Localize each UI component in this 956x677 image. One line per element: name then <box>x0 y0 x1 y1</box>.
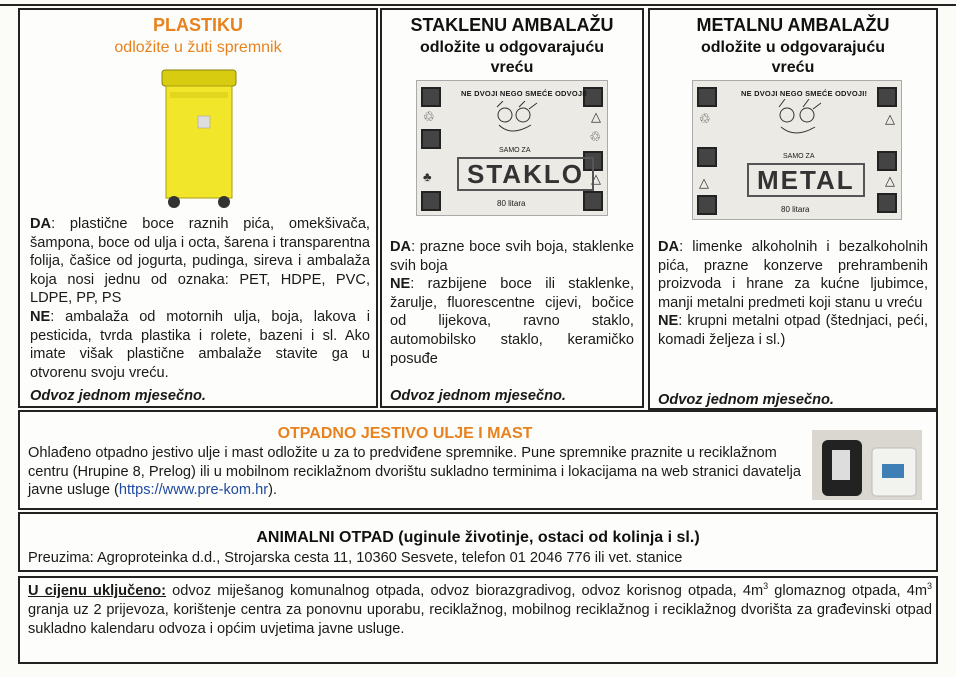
glass-bag-small-text: SAMO ZA <box>499 147 531 154</box>
price-text-b: glomaznog otpada, 4m <box>768 583 927 599</box>
metal-bag-small-text: SAMO ZA <box>783 153 815 160</box>
price-text <box>28 582 932 639</box>
price-text-c: granja uz 2 prijevoza, korištenje centra za ponovnu uporabu, reciklažnog, mobilnog reciklažnog i reciklažnog dvorišta za građevinski otpad sukladno kalendaru odvoza i općim uvjetima javne usluge. <box>28 602 932 637</box>
glass-bag-word: STAKLO <box>457 157 594 191</box>
glass-footer: Odvoz jednom mjesečno. <box>390 388 566 404</box>
glass-da-text: : prazne boce svih boja, staklenke svih boja <box>390 239 634 274</box>
oil-section <box>18 410 938 510</box>
plastic-ne-label: NE <box>30 308 51 325</box>
glass-bag-photo: ♲ ♣ △ ♲ △ NE DVOJI NEGO SMEĆE ODVOJI! SAMO ZA STAKLO 80 litara <box>416 80 608 216</box>
metal-description <box>652 238 934 350</box>
metal-ne-label: NE <box>658 313 679 330</box>
glass-da-label: DA <box>390 239 412 255</box>
price-label: U cijenu uključeno: <box>28 583 167 599</box>
glass-bag-litres: 80 litara <box>497 199 526 208</box>
glass-ne-text: : razbijene boce ili staklenke, žarulje, fluorescentne cijevi, bočice od lijekova, ravno staklo, automobilsko staklo, keramičko posuđe <box>390 276 634 367</box>
glass-description <box>384 238 640 368</box>
metal-ne-text: : krupni metalni otpad (štednjaci, peći, komadi željeza i sl.) <box>658 313 928 348</box>
oil-title: OTPADNO JESTIVO ULJE I MAST <box>277 425 533 442</box>
metal-bag-banner: NE DVOJI NEGO SMEĆE ODVOJI! <box>741 89 868 98</box>
metal-column <box>648 8 938 410</box>
metal-title: METALNU AMBALAŽU <box>696 15 890 35</box>
yellow-bin-photo <box>160 68 238 210</box>
oil-text-end: ). <box>268 482 278 499</box>
metal-bag-word: METAL <box>747 163 865 197</box>
glass-ne-label: NE <box>390 276 411 293</box>
metal-footer: Odvoz jednom mjesečno. <box>658 392 834 408</box>
plastic-subtitle: odložite u žuti spremnik <box>114 39 282 56</box>
price-sup2: 3 <box>926 581 932 592</box>
price-text-a: odvoz miješanog komunalnog otpada, odvoz biorazgradivog, odvoz korisnog otpada, 4m <box>166 583 764 599</box>
metal-da-text: : limenke alkoholnih i bezalkoholnih pića, prazne konzerve prehrambenih proizvoda i hrane za kućne ljubimce, manji metalni predmeti koji stanu u vreću <box>658 239 928 311</box>
plastic-da-text: : plastične boce raznih pića, omekšivača, šampona, boce od ulja i octa, šarena i transparentna folija, čašice od jogurta, pudinga, sireva i ambalaža koja nosi jednu od oznaka: PET, HDPE, PVC, LDPE, PP, PS <box>30 216 370 307</box>
top-cut-strip <box>0 0 956 6</box>
price-sup1: 3 <box>763 581 769 592</box>
plastic-description <box>24 215 376 382</box>
oil-text <box>28 444 808 500</box>
price-section <box>18 576 938 664</box>
animal-section <box>18 512 938 572</box>
metal-bag-photo: ♲ △ △ △ NE DVOJI NEGO SMEĆE ODVOJI! SAMO ZA METAL 80 litara <box>692 80 902 220</box>
animal-text: Preuzima: Agroproteinka d.d., Strojarska cesta 11, 10360 Sesvete, telefon 01 2046 776 ili vet. stanice <box>28 550 683 566</box>
metal-bag-litres: 80 litara <box>781 205 810 214</box>
plastic-ne-text: : ambalaža od motornih ulja, boja, lakova i pesticida, tvrda plastika i rolete, bazeni i sl. Ako imate višak plastične ambalaže stavite ga u otvorenu svoju vreću. <box>30 308 370 381</box>
oil-website-link[interactable]: https://www.pre-kom.hr <box>118 482 269 499</box>
glass-bag-banner: NE DVOJI NEGO SMEĆE ODVOJI! <box>461 89 588 98</box>
metal-subtitle: odložite u odgovarajuću vreću <box>700 39 885 76</box>
glass-title: STAKLENU AMBALAŽU <box>410 15 614 35</box>
glass-column <box>380 8 644 408</box>
plastic-title: PLASTIKU <box>153 15 243 35</box>
plastic-column <box>18 8 378 408</box>
oil-text-main: Ohlađeno otpadno jestivo ulje i mast odložite u za to predviđene spremnike. Pune spremnike praznite u reciklažnom centru (Hrupine 8, Prelog) ili u mobilnom reciklažnom dvorištu sukladno terminima i lokacijama na web stranici davatelja javne usluge ( <box>28 445 801 499</box>
glass-subtitle: odložite u odgovarajuću vreću <box>419 39 604 76</box>
plastic-footer: Odvoz jednom mjesečno. <box>30 388 206 404</box>
animal-title: ANIMALNI OTPAD (uginule životinje, ostaci od kolinja i sl.) <box>256 529 700 546</box>
metal-da-label: DA <box>658 239 680 255</box>
oil-containers-photo <box>812 430 922 500</box>
plastic-da-label: DA <box>30 216 52 232</box>
